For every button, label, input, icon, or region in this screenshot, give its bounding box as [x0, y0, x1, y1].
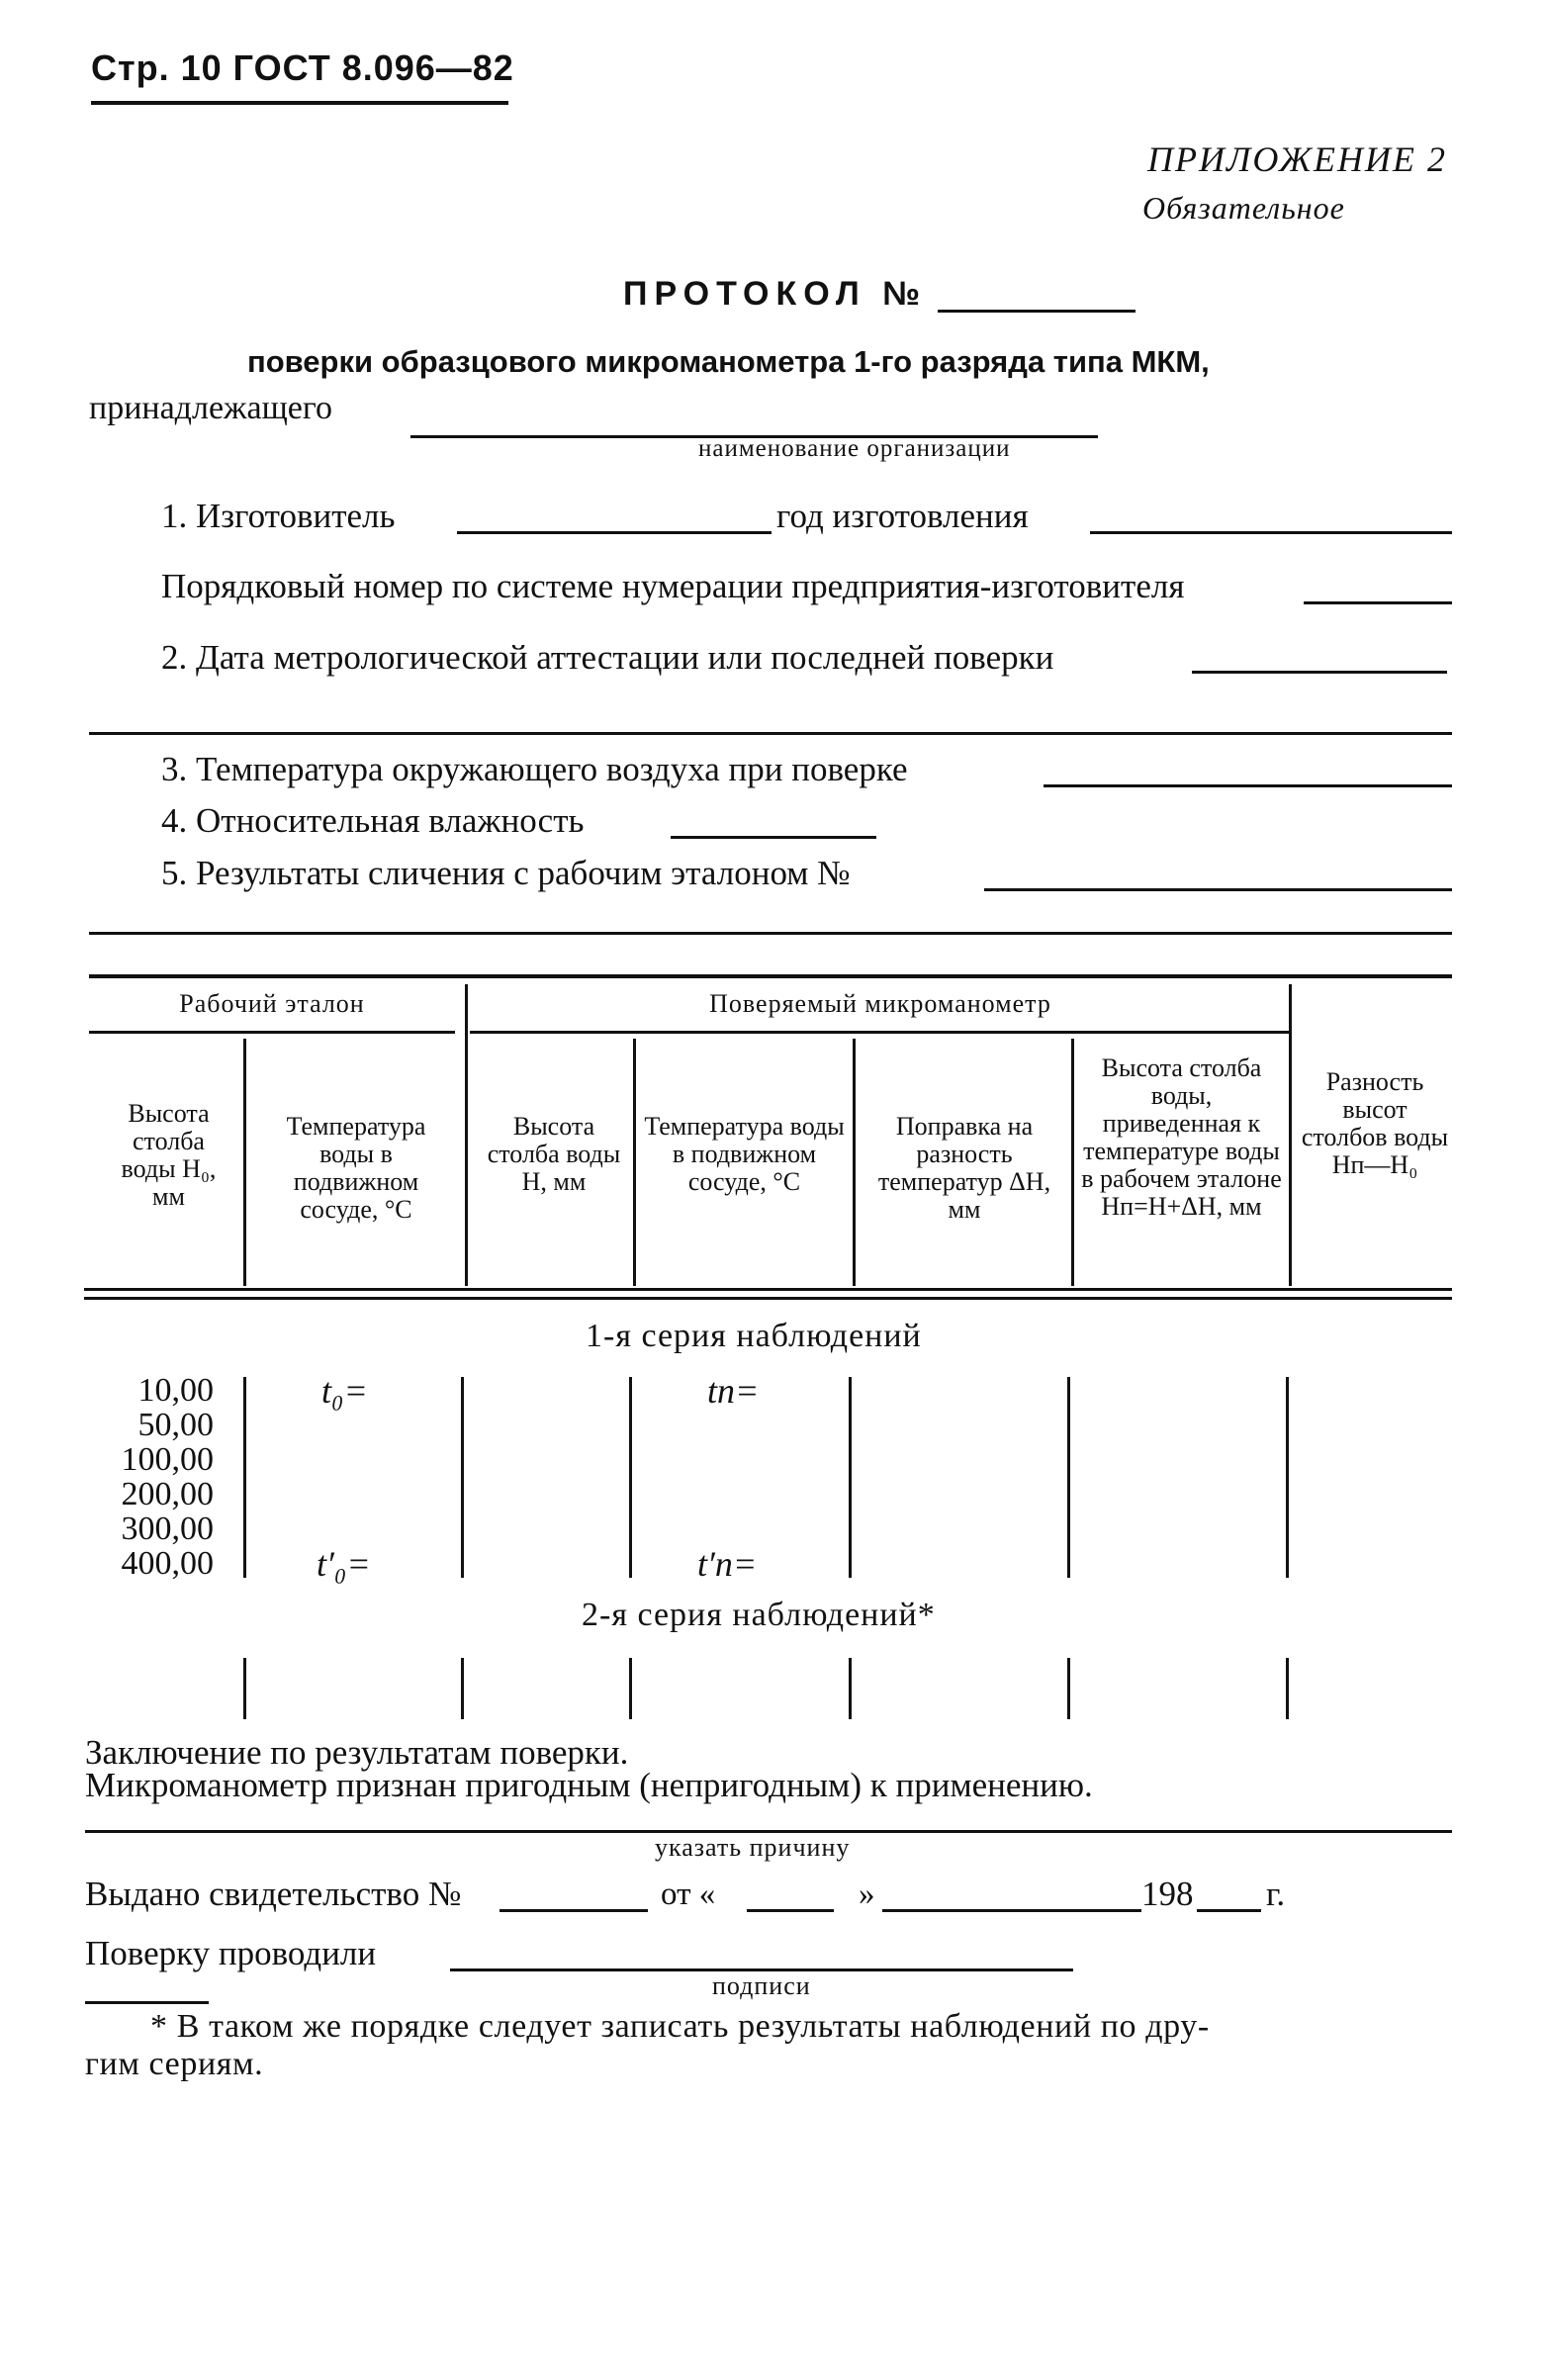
series-2-divider — [243, 1658, 246, 1719]
attestation-date-label: 2. Дата метрологической аттестации или последней поверки — [161, 638, 1054, 677]
col-temp-standard-header: Температура воды в подвижном сосуде, °С — [286, 1112, 426, 1224]
series-1-divider — [461, 1377, 464, 1578]
comparison-blank — [984, 888, 1452, 891]
certificate-year-blank — [1197, 1909, 1261, 1912]
temperature-label: 3. Температура окружающего воздуха при поверке — [161, 750, 908, 788]
manufacturer-blank — [457, 531, 772, 534]
header-divider — [853, 1039, 856, 1286]
comparison-continuation-line — [89, 932, 1452, 935]
header-divider — [465, 984, 468, 1286]
attestation-date-blank — [1192, 671, 1447, 674]
series-1-divider — [849, 1377, 852, 1578]
organization-caption: наименование организации — [698, 435, 1011, 462]
t0-prime-cell: t′₀= — [317, 1544, 371, 1584]
page-reference: Стр. 10 ГОСТ 8.096—82 — [91, 47, 514, 88]
t0-cell: t₀= — [321, 1371, 368, 1411]
certificate-month-blank — [882, 1909, 1141, 1912]
certificate-date-from: от « — [661, 1877, 716, 1912]
series-2-divider — [629, 1658, 632, 1719]
table-top-rule — [89, 974, 1452, 978]
height-value: 400,00 — [121, 1545, 214, 1582]
comparison-label: 5. Результаты сличения с рабочим эталоном № — [161, 854, 851, 892]
appendix-status: Обязательное — [1142, 190, 1345, 226]
header-divider — [633, 1039, 636, 1286]
reason-caption: указать причину — [655, 1833, 851, 1862]
certificate-year-prefix: 198 — [1141, 1875, 1194, 1913]
performed-by-label: Поверку проводили — [85, 1934, 377, 1972]
col-height-h-header: Высота столба воды H, мм — [487, 1112, 621, 1196]
tn-prime-cell: t′п= — [697, 1544, 758, 1584]
col-height-h0-header: Высота столба воды H₀, мм — [121, 1099, 217, 1211]
certificate-day-blank — [747, 1909, 834, 1912]
year-label: год изготовления — [776, 497, 1029, 535]
series-1-divider — [1286, 1377, 1289, 1578]
col-difference-header: Разность высот столбов воды Hп—H₀ — [1301, 1067, 1449, 1179]
certificate-year-suffix: г. — [1266, 1875, 1286, 1913]
tn-cell: tп= — [707, 1371, 760, 1411]
working-standard-group: Рабочий эталон — [179, 989, 365, 1018]
series-1-divider — [629, 1377, 632, 1578]
series-2-divider — [849, 1658, 852, 1719]
signatures-caption: подписи — [712, 1971, 811, 2000]
header-divider — [243, 1039, 246, 1286]
certificate-label: Выдано свидетельство № — [85, 1875, 462, 1913]
header-rule — [91, 101, 508, 105]
series-1-divider — [243, 1377, 246, 1578]
attestation-continuation-line — [89, 732, 1452, 735]
series-2-heading: 2-я серия наблюдений* — [582, 1597, 936, 1633]
temperature-blank — [1044, 784, 1452, 787]
certificate-quote-close: » — [859, 1877, 875, 1912]
serial-number-blank — [1304, 601, 1452, 604]
height-value: 10,00 — [137, 1372, 214, 1409]
series-1-heading: 1-я серия наблюдений — [586, 1318, 922, 1354]
working-group-underline — [89, 1031, 455, 1034]
year-blank — [1090, 531, 1452, 534]
protocol-subtitle: поверки образцового микроманометра 1-го разряда типа МКМ, — [247, 344, 1210, 379]
series-1-divider — [1067, 1377, 1070, 1578]
protocol-number-blank — [938, 310, 1135, 313]
serial-number-label: Порядковый номер по системе нумерации предприятия-изготовителя — [161, 567, 1185, 605]
col-temp-tested-header: Температура воды в подвижном сосуде, °С — [644, 1112, 845, 1196]
humidity-blank — [671, 836, 876, 839]
height-value: 50,00 — [137, 1407, 214, 1443]
header-double-rule — [84, 1297, 1452, 1300]
certificate-number-blank — [500, 1909, 648, 1912]
protocol-title: ПРОТОКОЛ № — [623, 275, 928, 313]
footnote-line-1: * В таком же порядке следует записать результаты наблюдений по дру- — [150, 2008, 1210, 2045]
col-correction-header: Поправка на разность температур ΔH, мм — [877, 1112, 1051, 1224]
conclusion-line-1: Заключение по результатам поверки. — [85, 1733, 629, 1772]
conclusion-line-2: Микроманометр признан пригодным (непригодным) к применению. — [85, 1766, 1093, 1804]
footnote-line-2: гим сериям. — [85, 2046, 264, 2082]
height-value: 100,00 — [121, 1441, 214, 1478]
height-value: 200,00 — [121, 1476, 214, 1512]
header-double-rule — [84, 1288, 1452, 1291]
header-divider — [1289, 984, 1292, 1286]
tested-group-underline — [470, 1031, 1291, 1034]
series-2-divider — [461, 1658, 464, 1719]
belonging-label: принадлежащего — [89, 390, 332, 426]
appendix-title: ПРИЛОЖЕНИЕ 2 — [1147, 139, 1447, 179]
tested-micromanometer-group: Поверяемый микроманометр — [709, 989, 1051, 1018]
footnote-rule — [85, 2001, 209, 2004]
series-2-divider — [1286, 1658, 1289, 1719]
height-value: 300,00 — [121, 1510, 214, 1547]
humidity-label: 4. Относительная влажность — [161, 801, 585, 840]
header-divider — [1071, 1039, 1074, 1286]
col-reduced-height-header: Высота столба воды, приведенная к температуре воды в рабочем эталоне Hп=H+ΔH, мм — [1081, 1053, 1282, 1221]
series-2-divider — [1067, 1658, 1070, 1719]
manufacturer-label: 1. Изготовитель — [161, 497, 396, 535]
